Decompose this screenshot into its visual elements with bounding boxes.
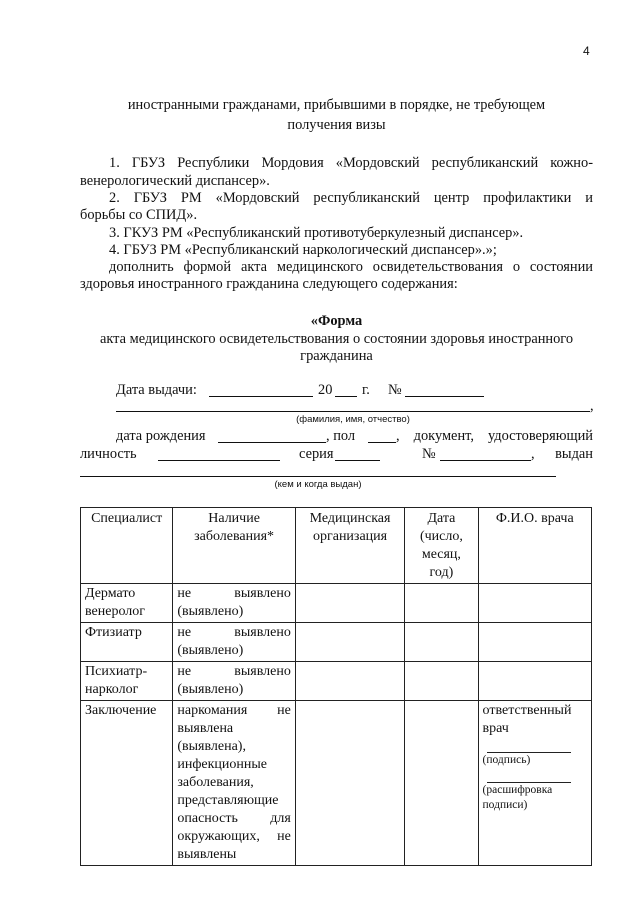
intro-line-1: иностранными гражданами, прибывшими в порядке, не требующем	[127, 97, 546, 113]
conclusion-date-cell[interactable]	[405, 701, 478, 866]
conclusion-row	[81, 701, 592, 866]
series-label: серия	[299, 446, 334, 462]
list-item-2-line-1: 2. ГБУЗ РМ «Мордовский республиканский центр профилактики и	[109, 190, 593, 206]
list-item-3: 3. ГКУЗ РМ «Республиканский противотуберкулезный диспансер».	[109, 225, 524, 241]
organization-cell[interactable]	[295, 584, 404, 623]
doctor-name-cell[interactable]	[478, 662, 591, 701]
issue-date-field[interactable]	[209, 396, 313, 397]
issue-year-field[interactable]	[335, 396, 357, 397]
conclusion-label: Заключение	[81, 701, 173, 866]
series-field[interactable]	[335, 460, 380, 461]
dob-field[interactable]	[218, 442, 326, 443]
presence-cell: не выявлено (выявлено)	[173, 584, 295, 623]
table-header-row	[81, 508, 592, 584]
form-title-line-1: акта медицинского освидетельствования о состоянии здоровья иностранного	[99, 331, 574, 347]
table-row	[81, 623, 592, 662]
document-label: , документ, удостоверяющий	[396, 428, 593, 444]
header-presence: Наличие заболевания*	[173, 508, 295, 584]
full-name-comma: ,	[590, 398, 594, 414]
doc-number-field[interactable]	[440, 460, 531, 461]
organization-cell[interactable]	[295, 662, 404, 701]
specialist-cell: Психиатр-нарколог	[81, 662, 173, 701]
issuer-caption: (кем и когда выдан)	[274, 479, 362, 490]
page-number: 4	[583, 44, 590, 58]
full-name-field[interactable]	[116, 411, 590, 412]
addition-line-2: здоровья иностранного гражданина следующего содержания:	[80, 276, 458, 292]
header-date: Дата (число, месяц, год)	[405, 508, 478, 584]
issue-number-sign: №	[388, 382, 402, 398]
presence-cell: не выявлено (выявлено)	[173, 623, 295, 662]
doctor-name-cell[interactable]	[478, 584, 591, 623]
signature-decoding-caption: (расшифровка подписи)	[482, 784, 553, 811]
issue-year-suffix: г.	[362, 382, 370, 398]
conclusion-organization-cell[interactable]	[295, 701, 404, 866]
responsible-doctor-cell	[478, 701, 591, 866]
list-item-4: 4. ГБУЗ РМ «Республиканский наркологический диспансер».»;	[109, 242, 497, 258]
signature-decoding-field[interactable]	[487, 768, 571, 783]
responsible-doctor-label: ответственный врач	[482, 703, 572, 736]
issue-number-field[interactable]	[405, 396, 484, 397]
specialist-cell: Фтизиатр	[81, 623, 173, 662]
list-item-1-line-2: венерологический диспансер».	[80, 173, 270, 189]
doctor-name-cell[interactable]	[478, 623, 591, 662]
date-cell[interactable]	[405, 662, 478, 701]
form-title-line-2: гражданина	[300, 348, 373, 364]
identity-word: личность	[80, 446, 137, 462]
conclusion-text: наркомания не выявлена (выявлена), инфекционные заболевания, представляющие опасность для окружающих, не выявлены	[173, 701, 295, 866]
header-organization: Медицинская организация	[295, 508, 404, 584]
intro-line-2: получения визы	[287, 117, 386, 133]
header-specialist: Специалист	[81, 508, 173, 584]
form-heading: «Форма	[310, 313, 363, 329]
date-cell[interactable]	[405, 623, 478, 662]
table-row	[81, 584, 592, 623]
table-row	[81, 662, 592, 701]
medical-exam-table	[80, 507, 592, 866]
date-cell[interactable]	[405, 584, 478, 623]
dob-label: дата рождения	[116, 428, 206, 444]
issue-date-label: Дата выдачи:	[116, 382, 197, 398]
issued-label: , выдан	[531, 446, 593, 462]
presence-cell: не выявлено (выявлено)	[173, 662, 295, 701]
issue-year-prefix: 20	[318, 382, 333, 398]
issuer-field[interactable]	[80, 476, 556, 477]
document-type-field[interactable]	[158, 460, 280, 461]
sex-field[interactable]	[368, 442, 396, 443]
organization-cell[interactable]	[295, 623, 404, 662]
list-item-2-line-2: борьбы со СПИД».	[80, 207, 198, 223]
sex-label: , пол	[326, 428, 356, 444]
addition-line-1: дополнить формой акта медицинского освидетельствования о состоянии	[109, 259, 593, 275]
signature-field[interactable]	[487, 738, 571, 753]
doc-number-sign: №	[422, 446, 436, 462]
specialist-cell: Дермато венеролог	[81, 584, 173, 623]
signature-caption: (подпись)	[482, 754, 531, 766]
header-doctor-name: Ф.И.О. врача	[478, 508, 591, 584]
full-name-caption: (фамилия, имя, отчество)	[296, 414, 410, 425]
list-item-1-line-1: 1. ГБУЗ Республики Мордовия «Мордовский республиканский кожно-	[109, 155, 593, 171]
